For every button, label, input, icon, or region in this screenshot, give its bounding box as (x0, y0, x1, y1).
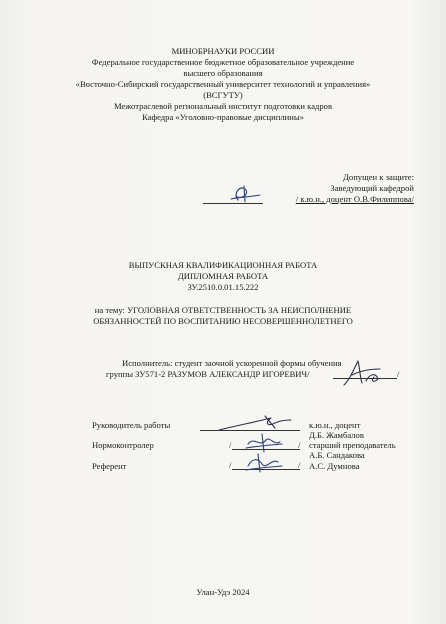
supervisor-name: Д.Б. Жамбалов (309, 430, 364, 440)
head-name: / к.ю.н., доцент О.В.Филиппова/ (295, 194, 414, 204)
department-name: Кафедра «Уголовно-правовые дисциплины» (142, 112, 304, 122)
referent-role: Референт (92, 461, 127, 471)
normcontrol-role: Нормоконтролер (92, 440, 154, 450)
executor-line-1: Исполнитель: студент заочной ускоренной формы обучения (122, 358, 342, 368)
referent-slash-right: / (298, 460, 301, 470)
topic-line-2: ОБЯЗАННОСТЕЙ ПО ВОСПИТАНИЮ НЕСОВЕРШЕННОЛЕТНЕГО (93, 316, 353, 326)
university-abbr: (ВСГУТУ) (203, 90, 243, 100)
head-of-department: Заведующий кафедрой (330, 183, 414, 193)
university-name: «Восточно-Сибирский государственный университет технологий и управления» (75, 79, 371, 89)
executor-line-2: группы ЗУ571-2 РАЗУМОВ АЛЕКСАНДР ИГОРЕВИЧ/ (106, 369, 310, 379)
supervisor-signature (215, 412, 295, 434)
institution-line-1: Федеральное государственное бюджетное образовательное учреждение (91, 57, 355, 67)
topic-line-1: на тему: УГОЛОВНАЯ ОТВЕТСТВЕННОСТЬ ЗА НЕИСПОЛНЕНИЕ (94, 305, 352, 315)
normcontrol-slash-left: / (229, 440, 232, 450)
normcontrol-slash-right: / (298, 440, 301, 450)
city-year: Улан-Удэ 2024 (196, 587, 250, 597)
referent-name: А.С. Думнова (309, 461, 360, 471)
normcontrol-title: старший преподаватель (309, 440, 396, 450)
referent-signature (242, 452, 284, 474)
executor-line-end: / (397, 369, 400, 379)
work-subtype: ДИПЛОМНАЯ РАБОТА (177, 271, 269, 281)
institute-name: Межотраслевой региональный институт подготовки кадров (113, 101, 333, 111)
work-type: ВЫПУСКНАЯ КВАЛИФИКАЦИОННАЯ РАБОТА (128, 260, 318, 270)
normcontrol-signature (242, 432, 284, 454)
referent-slash-left: / (229, 460, 232, 470)
head-signature (228, 182, 262, 206)
executor-signature (340, 355, 386, 389)
supervisor-title: к.ю.н., доцент (309, 420, 361, 430)
ministry: МИНОБРНАУКИ РОССИИ (171, 46, 275, 56)
admitted-label: Допущен к защите: (343, 172, 414, 182)
normcontrol-name: А.Б. Сандакова (309, 450, 365, 460)
supervisor-role: Руководитель работы (92, 420, 171, 430)
institution-line-2: высшего образования (183, 68, 263, 78)
work-code: ЗУ.2510.0.01.15.222 (187, 282, 259, 292)
